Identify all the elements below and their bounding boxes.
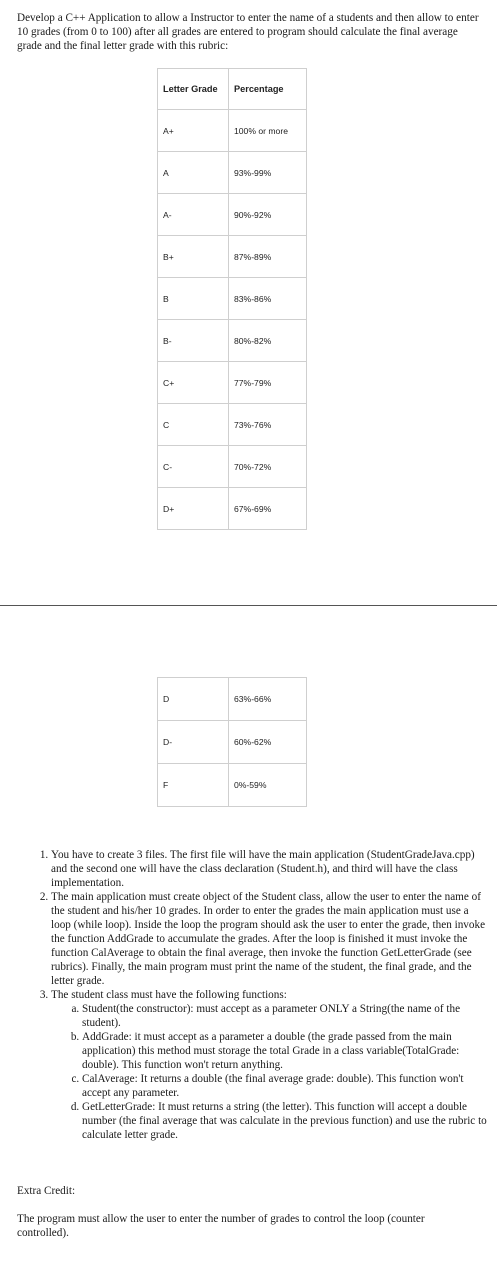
- function-item: [82, 1072, 491, 1100]
- table-row: [158, 194, 307, 236]
- percentage-cell: 0%-59%: [229, 764, 307, 807]
- percentage-cell: 70%-72%: [229, 446, 307, 488]
- percentage-cell: 87%-89%: [229, 236, 307, 278]
- letter-cell: D: [158, 678, 229, 721]
- table-row: [158, 446, 307, 488]
- percentage-cell: 80%-82%: [229, 320, 307, 362]
- table-row: [158, 488, 307, 530]
- function-list: [51, 1002, 491, 1142]
- grade-rubric-table: [157, 68, 307, 530]
- instructions-list: [20, 848, 491, 1142]
- percentage-cell: 93%-99%: [229, 152, 307, 194]
- table-row: [158, 320, 307, 362]
- letter-cell: B-: [158, 320, 229, 362]
- header-percentage: Percentage: [229, 69, 307, 110]
- percentage-cell: 60%-62%: [229, 721, 307, 764]
- percentage-cell: 90%-92%: [229, 194, 307, 236]
- percentage-cell: 77%-79%: [229, 362, 307, 404]
- table-row: [158, 236, 307, 278]
- function-text: CalAverage: It returns a double (the final average grade: double). This function won't accept any parameter.: [82, 1073, 464, 1099]
- letter-cell: B+: [158, 236, 229, 278]
- function-text: GetLetterGrade: It must returns a string (the letter). This function will accept a double number (the final average that was calculate in the previous function) and use the rubric to calculate letter grade.: [82, 1101, 487, 1141]
- function-item: [82, 1002, 491, 1030]
- grade-rubric-table-continued: [157, 677, 307, 807]
- table-header-row: [158, 69, 307, 110]
- instruction-item: [51, 890, 491, 988]
- letter-cell: C-: [158, 446, 229, 488]
- percentage-cell: 63%-66%: [229, 678, 307, 721]
- table-row: [158, 362, 307, 404]
- table-row: [158, 152, 307, 194]
- instruction-item: [51, 848, 491, 890]
- function-item: [82, 1030, 491, 1072]
- percentage-cell: 67%-69%: [229, 488, 307, 530]
- letter-cell: B: [158, 278, 229, 320]
- page-break-divider: [0, 605, 497, 606]
- percentage-cell: 100% or more: [229, 110, 307, 152]
- intro-paragraph: Develop a C++ Application to allow a Instructor to enter the name of a students and then allow to enter 10 grades (from 0 to 100) after all grades are entered to program should calculate the final average grade and the final letter grade with this rubric:: [17, 12, 479, 52]
- function-text: AddGrade: it must accept as a parameter a double (the grade passed from the main application) this method must storage the total Grade in a class variable(TotalGrade: double). This function won't return anything.: [82, 1031, 460, 1071]
- letter-cell: D+: [158, 488, 229, 530]
- letter-cell: F: [158, 764, 229, 807]
- table-row: [158, 721, 307, 764]
- instruction-text: The student class must have the following functions:: [51, 989, 287, 1001]
- table-row: [158, 678, 307, 721]
- extra-credit-text: The program must allow the user to enter the number of grades to control the loop (counter controlled).: [17, 1213, 425, 1239]
- letter-cell: A+: [158, 110, 229, 152]
- letter-cell: C: [158, 404, 229, 446]
- instruction-item: [51, 988, 491, 1142]
- percentage-cell: 73%-76%: [229, 404, 307, 446]
- header-letter-grade: Letter Grade: [158, 69, 229, 110]
- instruction-text: The main application must create object of the Student class, allow the user to enter the name of the student and his/her 10 grades. In order to enter the grades the main application must use a loop (while loop). Inside the loop the program should ask the user to enter the grade, then invoke the function AddGrade to accumulate the grades. After the loop is finished it must invoke the function CalAverage to obtain the final average, then invoke the function GetLetterGrade (see rubrics). Finally, the main program must print the name of the student, the final grade, and the letter grade.: [51, 891, 486, 987]
- letter-cell: D-: [158, 721, 229, 764]
- instruction-text: You have to create 3 files. The first file will have the main application (StudentGradeJava.cpp) and the second one will have the class declaration (Student.h), and third will have the class implementation.: [51, 849, 475, 889]
- percentage-cell: 83%-86%: [229, 278, 307, 320]
- table-row: [158, 764, 307, 807]
- letter-cell: A-: [158, 194, 229, 236]
- function-item: [82, 1100, 491, 1142]
- table-row: [158, 278, 307, 320]
- table-row: [158, 404, 307, 446]
- extra-credit-title: Extra Credit:: [17, 1185, 76, 1197]
- letter-cell: A: [158, 152, 229, 194]
- letter-cell: C+: [158, 362, 229, 404]
- table-row: [158, 110, 307, 152]
- function-text: Student(the constructor): must accept as a parameter ONLY a String(the name of the student).: [82, 1003, 461, 1029]
